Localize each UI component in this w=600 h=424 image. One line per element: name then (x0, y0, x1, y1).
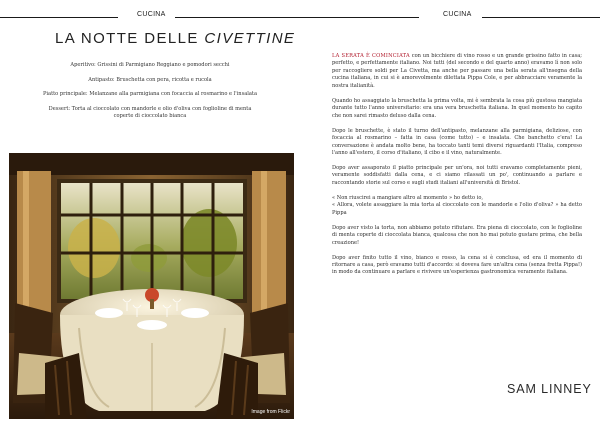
dining-room-photo (9, 153, 294, 419)
paragraph (332, 53, 582, 90)
article-title (55, 30, 295, 47)
header-rule (300, 17, 419, 18)
lead-in: LA SERATA È COMINCIATA (332, 53, 410, 59)
header-rule (175, 17, 300, 18)
paragraph: Dopo aver assaporato il piatto principale per un'ora, noi tutti eravamo completamente pieni, veramente soddisfatti dalla cena, e ci siamo rilassati un po', continuando a parlare e raccontando storie sul corso e sugli studi italiani all'università di Bristol. (332, 164, 582, 186)
left-header (0, 11, 300, 23)
right-page (300, 0, 600, 424)
quote-block (332, 195, 582, 217)
header-rule (482, 17, 600, 18)
paragraph: Dopo aver finito tutto il vino, bianco e rosso, la cena si è conclusa, ed era il momento di ritornare a casa, però eravamo tutti d'accordo: si doveva fare un'altra cena (senza fretta Pippa!) in modo da continuare a parlare e rivivere un'esperienza gastronomica veramente italiana. (332, 254, 582, 276)
menu-dessert: Dessert: Torta al cioccolato con mandorle e olio d'oliva con foglioline di menta coperte di cioccolato bianca (48, 105, 252, 120)
menu-list (40, 62, 260, 128)
menu-antipasto: Antipasto: Bruschetta con pera, ricotta e rucola (88, 76, 212, 83)
paragraph: Dopo aver visto la torta, non abbiamo potuto rifiutare. Era piena di cioccolato, con le foglioline di menta coperte di cioccolata bianca, qualcosa che non ho mai potuto gustare prima, che bella creazione! (332, 224, 582, 246)
menu-main: Piatto principale: Melanzane alla parmigiana con focaccia al rosmarino e l'insalata (43, 91, 257, 98)
right-header (300, 11, 600, 23)
menu-aperitivo: Aperitivo: Grissini di Parmigiano Reggiano e pomodori secchi (70, 62, 230, 68)
article-body (332, 53, 582, 284)
paragraph: Dopo le bruschette, è stato il turno dell'antipasto, melanzane alla parmigiana, deliziose, con focaccia al rosmarino – fatta in casa (come tutto) – e insalata. Che banchetto c'era! La conversazione è andata molto bene, ha toccato tanti temi diversi riguardanti l'Italia, compreso l'anno all'estero, il corso d'italiano, il cibo e il vino, naturalmente. (332, 127, 582, 156)
photo-credit: Image from Flickr (251, 409, 290, 415)
title-part1: LA NOTTE DELLE (55, 30, 205, 47)
author-name: SAM LINNEY (507, 382, 592, 396)
paragraph: Quando ho assaggiato la bruschetta la prima volta, mi è sembrata la cosa più gustosa mangiata durante tutto l'anno universitario: era una vera bruschetta italiana. In quel momento ho capito che non sarei rimasto deluso dalla cena. (332, 97, 582, 119)
quote-line: « Allora, volete assaggiare la mia torta al cioccolato con le mandorle e l'olio d'oliva? » ha detto Pippa (332, 202, 582, 216)
header-rule (0, 17, 118, 18)
quote-line: « Non riuscirei a mangiare altro al momento » ho detto io, (332, 194, 484, 201)
paragraph-text: con un bicchiere di vino rosso e un grande grissino fatto in casa; perfetto, e perfettamente italiano. Noi tutti (del secondo e del quarto anno) eravamo lì non solo per raccogliere soldi per La Civetta, ma anche per passare una bella serata all'insegna della cucina italiana, in cui si è amorevolmente dilettata Pippa Cole, e per abbracciare veramente la nostra italianità. (332, 53, 582, 89)
title-part2: CIVETTINE (204, 30, 296, 47)
photo-illustration (9, 153, 294, 419)
section-label: CUCINA (443, 11, 472, 18)
section-label: CUCINA (137, 11, 166, 18)
